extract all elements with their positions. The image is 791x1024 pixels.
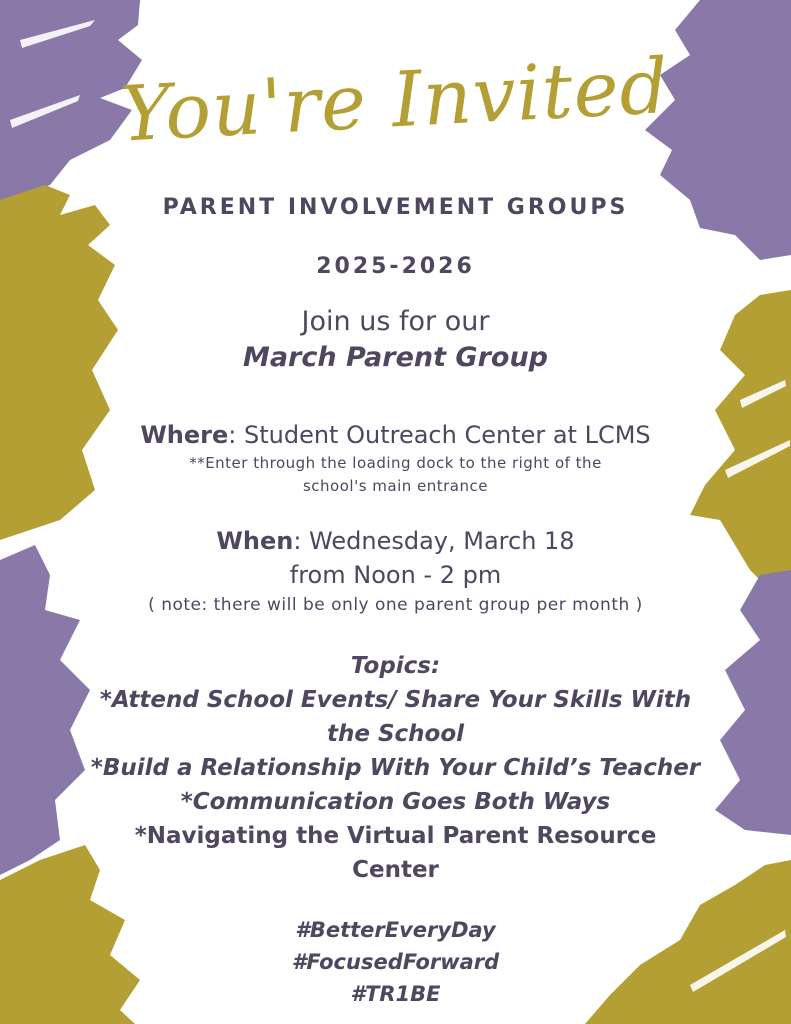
when-value: : Wednesday, March 18 bbox=[293, 527, 575, 555]
where-line bbox=[0, 421, 791, 449]
topic-line: the School bbox=[326, 721, 465, 747]
school-year: 2025-2026 bbox=[316, 254, 475, 279]
hashtag: #BetterEveryDay bbox=[295, 918, 496, 942]
time-range: from Noon - 2 pm bbox=[289, 561, 502, 589]
topic-line: Center bbox=[352, 857, 439, 883]
hashtag: #TR1BE bbox=[350, 982, 441, 1006]
event-name: March Parent Group bbox=[242, 342, 549, 373]
when-line bbox=[0, 527, 791, 555]
topics-heading: Topics: bbox=[350, 653, 441, 679]
intro-text: Join us for our bbox=[301, 306, 490, 337]
hashtag: #FocusedForward bbox=[291, 950, 500, 974]
topic-line: *Build a Relationship With Your Child’s Teacher bbox=[90, 755, 701, 781]
where-label: Where bbox=[140, 421, 229, 449]
when-label: When bbox=[216, 527, 294, 555]
topic-line: *Attend School Events/ Share Your Skills With bbox=[99, 687, 692, 713]
frequency-note: ( note: there will be only one parent group per month ) bbox=[148, 595, 643, 615]
where-note-line-2: school's main entrance bbox=[302, 477, 488, 495]
topic-line: *Navigating the Virtual Parent Resource bbox=[134, 823, 657, 849]
invitation-title: You're Invited bbox=[118, 40, 672, 159]
where-value: : Student Outreach Center at LCMS bbox=[228, 421, 651, 449]
topic-line: *Communication Goes Both Ways bbox=[180, 789, 611, 815]
program-name: PARENT INVOLVEMENT GROUPS bbox=[162, 195, 629, 220]
where-note-line-1: **Enter through the loading dock to the right of the bbox=[189, 454, 602, 472]
